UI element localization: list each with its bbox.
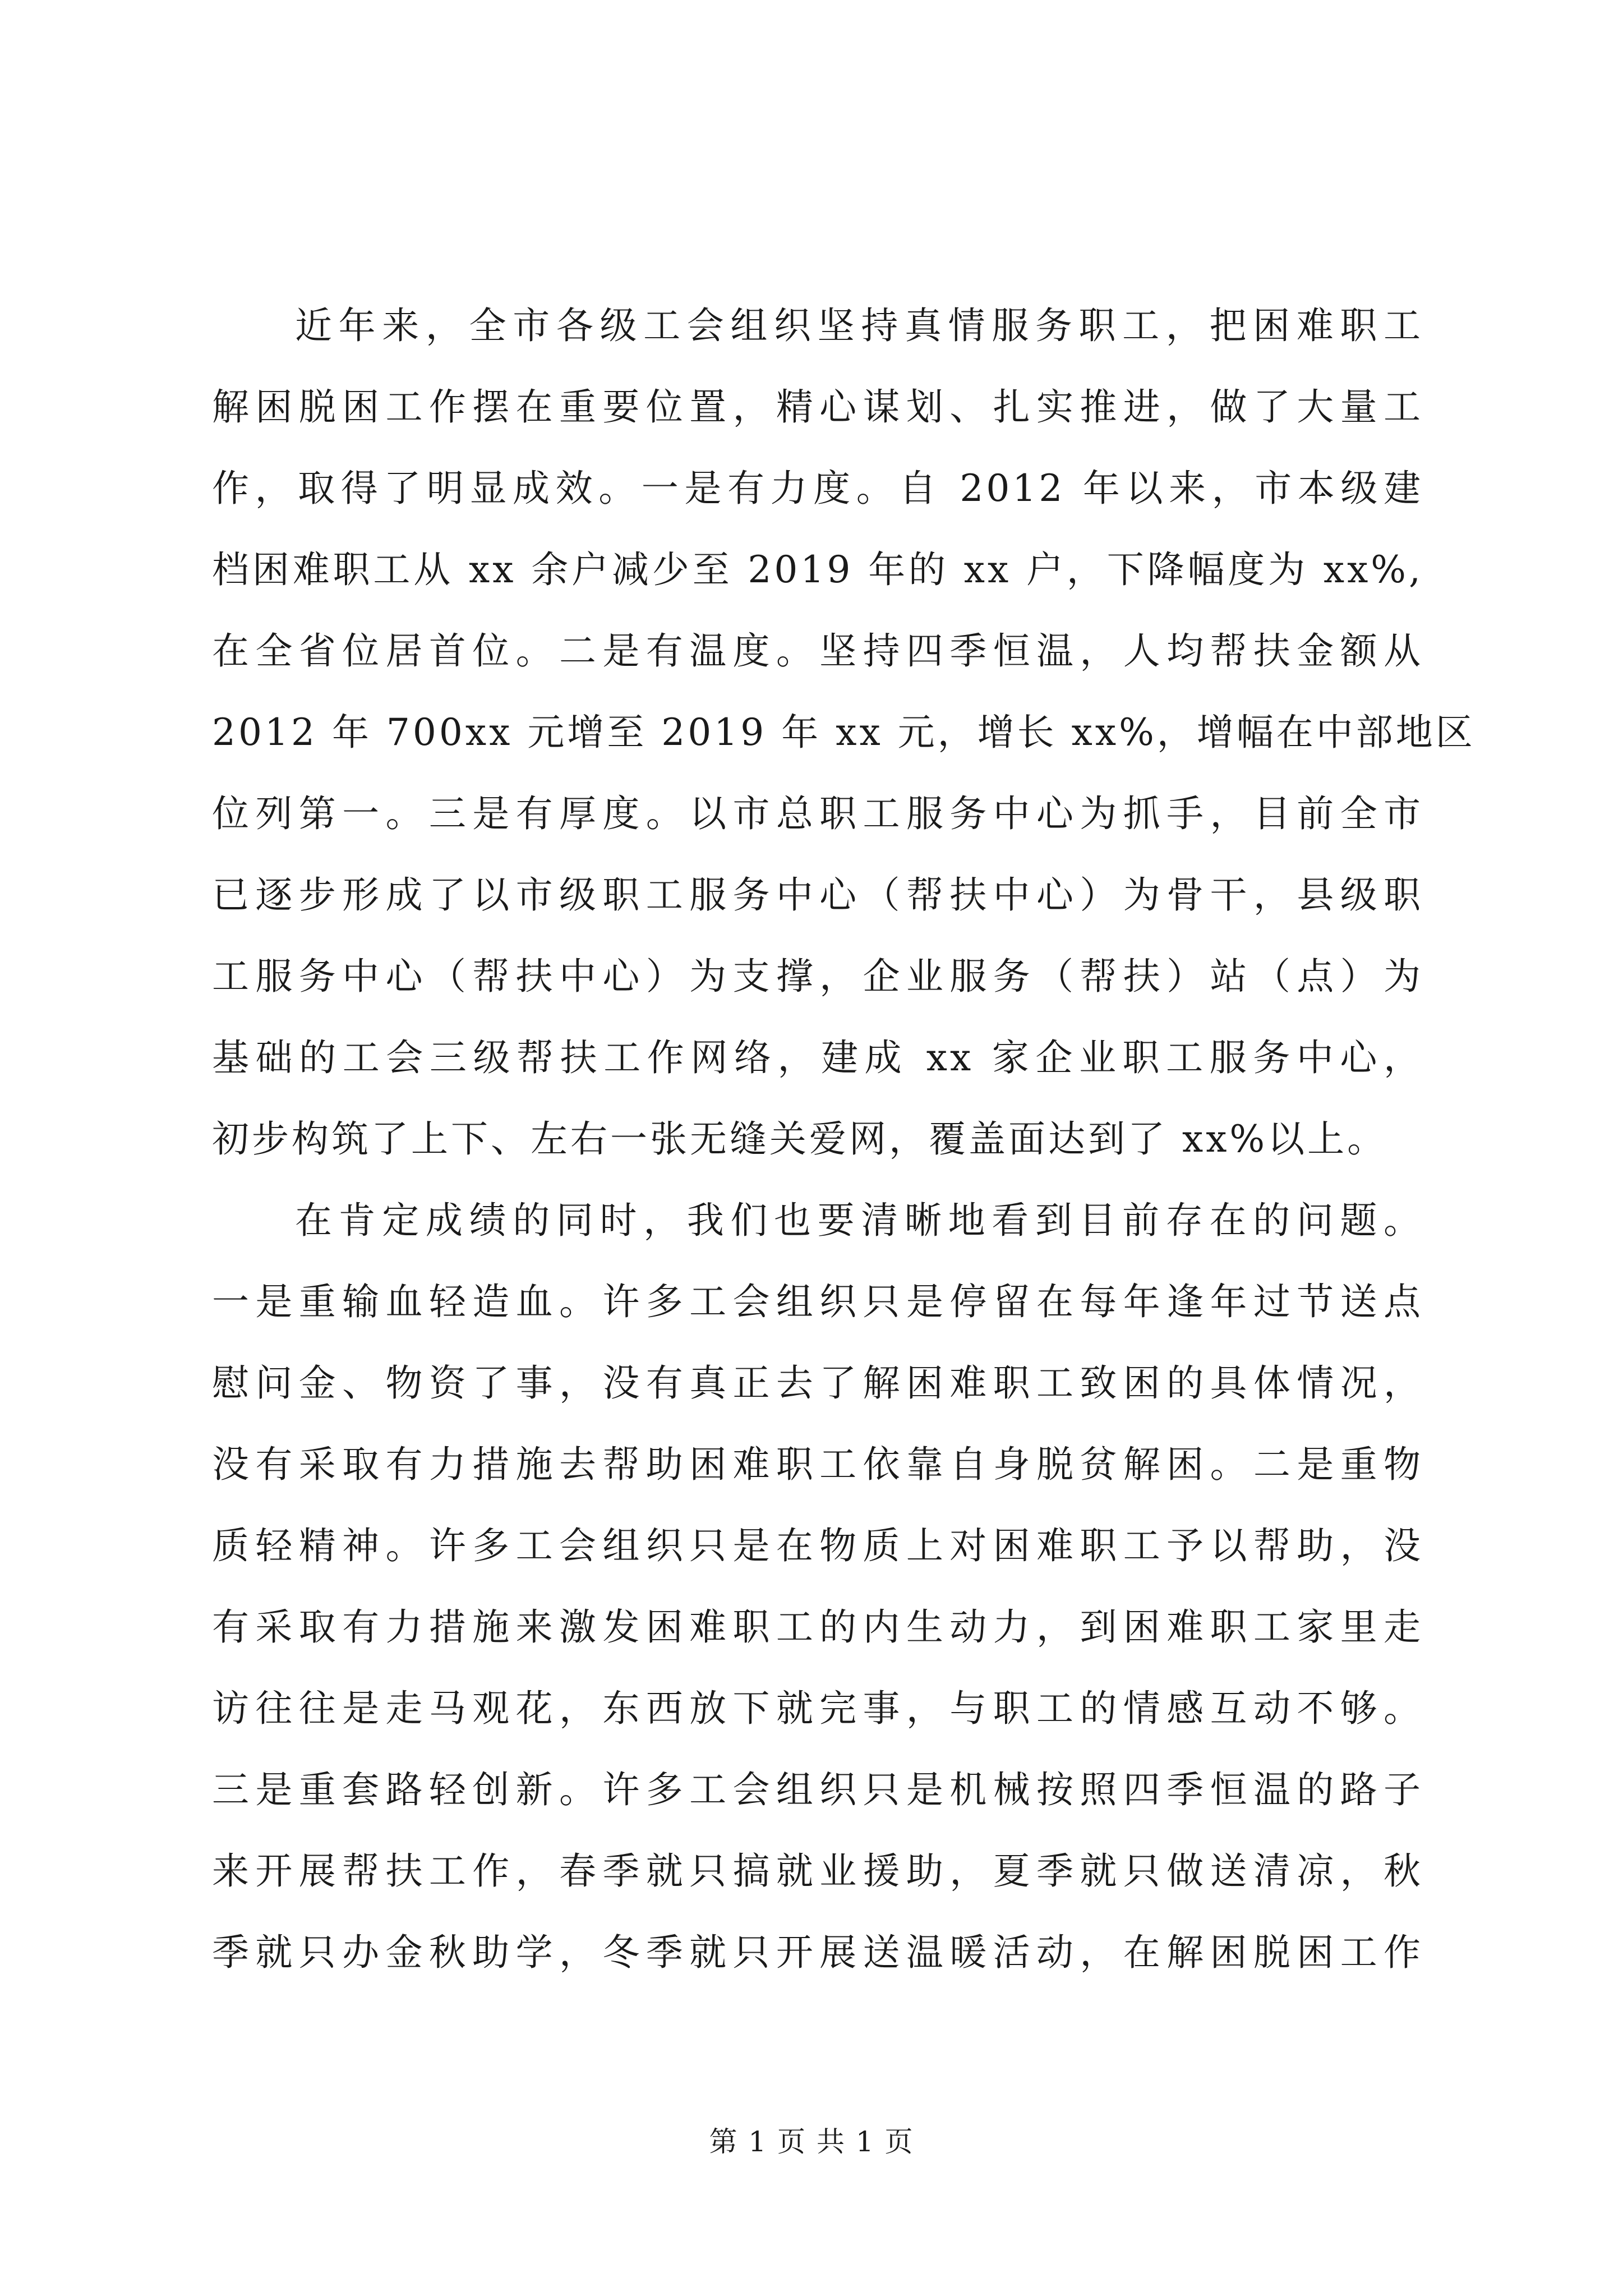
paragraph-2-line-10: 季就只办金秋助学，冬季就只开展送温暖活动，在解困脱困工作: [212, 1931, 1423, 1974]
body-text: [212, 285, 1476, 1993]
paragraph-2-line-8: 三是重套路轻创新。许多工会组织只是机械按照四季恒温的路子: [212, 1768, 1423, 1811]
paragraph-2-line-9: 来开展帮扶工作，春季就只搞就业援助，夏季就只做送清凉，秋: [212, 1849, 1423, 1893]
paragraph-1-line-3: 作，取得了明显成效。一是有力度。自 2012 年以来，市本级建: [212, 467, 1423, 510]
paragraph-1-line-11: 初步构筑了上下、左右一张无缝关爱网，覆盖面达到了 xx%以上。: [212, 1117, 1387, 1161]
paragraph-1-line-10: 基础的工会三级帮扶工作网络，建成 xx 家企业职工服务中心，: [212, 1036, 1423, 1079]
paragraph-2-line-6: 有采取有力措施来激发困难职工的内生动力，到困难职工家里走: [212, 1605, 1423, 1649]
paragraph-2-line-5: 质轻精神。许多工会组织只是在物质上对困难职工予以帮助，没: [212, 1524, 1423, 1567]
paragraph-2-line-4: 没有采取有力措施去帮助困难职工依靠自身脱贫解困。二是重物: [212, 1443, 1423, 1486]
paragraph-2-line-2: 一是重输血轻造血。许多工会组织只是停留在每年逢年过节送点: [212, 1280, 1423, 1323]
paragraph-2-line-7: 访往往是走马观花，东西放下就完事，与职工的情感互动不够。: [212, 1687, 1423, 1730]
paragraph-1-line-7: 位列第一。三是有厚度。以市总职工服务中心为抓手，目前全市: [212, 792, 1423, 835]
paragraph-2-line-1: 在肯定成绩的同时，我们也要清晰地看到目前存在的问题。: [295, 1199, 1423, 1242]
paragraph-1-line-9: 工服务中心（帮扶中心）为支撑，企业服务（帮扶）站（点）为: [212, 955, 1423, 998]
paragraph-1-line-6: 2012 年 700xx 元增至 2019 年 xx 元，增长 xx%，增幅在中部地区: [212, 711, 1476, 754]
paragraph-1-line-2: 解困脱困工作摆在重要位置，精心谋划、扎实推进，做了大量工: [212, 385, 1423, 429]
paragraph-1-line-1: 近年来，全市各级工会组织坚持真情服务职工，把困难职工: [295, 304, 1423, 347]
page-footer: 第 1 页 共 1 页: [709, 2125, 914, 2158]
paragraph-2-line-3: 慰问金、物资了事，没有真正去了解困难职工致困的具体情况，: [212, 1361, 1423, 1405]
paragraph-1-line-8: 已逐步形成了以市级职工服务中心（帮扶中心）为骨干，县级职: [212, 873, 1423, 917]
paragraph-1-line-5: 在全省位居首位。二是有温度。坚持四季恒温，人均帮扶金额从: [212, 629, 1423, 673]
paragraph-1-line-4: 档困难职工从 xx 余户减少至 2019 年的 xx 户，下降幅度为 xx%,: [212, 548, 1423, 591]
